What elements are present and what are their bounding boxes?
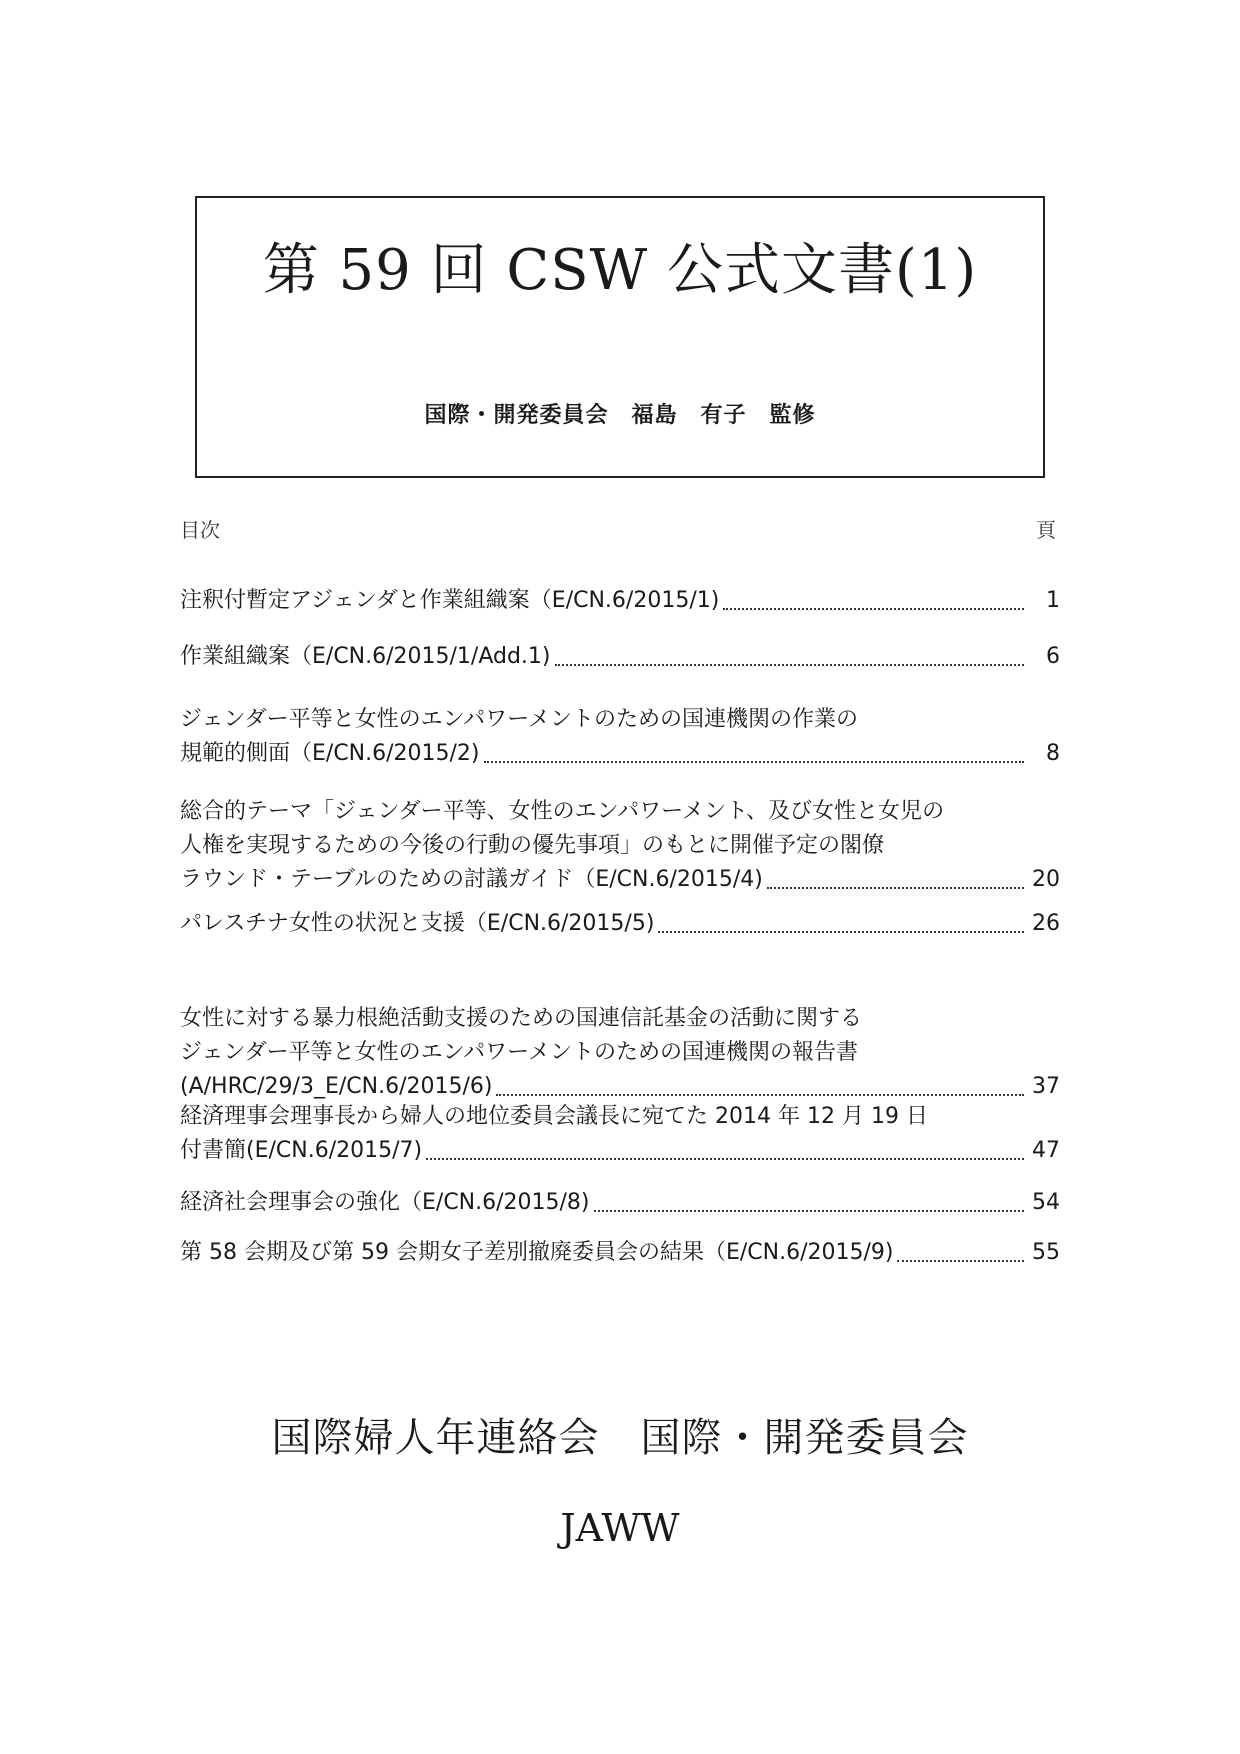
dot-leader xyxy=(594,1210,1024,1212)
toc-entry-line xyxy=(180,1186,1060,1220)
toc-page-number: 20 xyxy=(1032,867,1060,892)
toc-entry-text: パレスチナ女性の状況と支援（E/CN.6/2015/5) xyxy=(180,911,655,936)
toc-page-number: 1 xyxy=(1046,588,1060,613)
toc-entry-text: ジェンダー平等と女性のエンパワーメントのための国連機関の報告書 xyxy=(180,1040,859,1065)
toc-page-number: 55 xyxy=(1032,1240,1060,1265)
toc-entry xyxy=(180,1002,1060,1104)
toc-page-number: 6 xyxy=(1046,644,1060,669)
toc-entry xyxy=(180,640,1060,674)
toc-page-number: 47 xyxy=(1032,1138,1060,1163)
toc-entry-text: ラウンド・テーブルのための討議ガイド（E/CN.6/2015/4) xyxy=(180,867,763,892)
toc-page-number: 54 xyxy=(1032,1190,1060,1215)
toc-entry-text: 注釈付暫定アジェンダと作業組織案（E/CN.6/2015/1) xyxy=(180,588,720,613)
toc-entry-text: 規範的側面（E/CN.6/2015/2) xyxy=(180,741,480,766)
toc-entry-text: ジェンダー平等と女性のエンパワーメントのための国連機関の作業の xyxy=(180,707,859,732)
dot-leader xyxy=(496,1094,1024,1096)
toc-entry-line xyxy=(180,863,1060,897)
dot-leader xyxy=(484,761,1024,763)
toc-entry-text: 女性に対する暴力根絶活動支援のための国連信託基金の活動に関する xyxy=(180,1006,863,1031)
supervisor-credit: 国際・開発委員会 福島 有子 監修 xyxy=(424,403,816,428)
toc-entry xyxy=(180,703,1060,771)
toc-entry xyxy=(180,584,1060,618)
toc-entry xyxy=(180,1186,1060,1220)
dot-leader xyxy=(767,887,1024,889)
dot-leader xyxy=(555,664,1024,666)
toc-entry xyxy=(180,1236,1060,1270)
organization-short-name: JAWW xyxy=(560,1506,680,1550)
toc-entry-text: 第 58 会期及び第 59 会期女子差別撤廃委員会の結果（E/CN.6/2015/9) xyxy=(180,1240,894,1265)
toc-entry-line xyxy=(180,584,1060,618)
toc-entry xyxy=(180,1100,1060,1168)
toc-entry-line xyxy=(180,737,1060,771)
toc-entry-text: 人権を実現するための今後の行動の優先事項」のもとに開催予定の閣僚 xyxy=(180,833,885,858)
toc-entry-text: 付書簡(E/CN.6/2015/7) xyxy=(180,1138,423,1163)
toc-heading: 目次 xyxy=(180,518,220,542)
toc-entry-text: 経済社会理事会の強化（E/CN.6/2015/8) xyxy=(180,1190,590,1215)
dot-leader xyxy=(426,1158,1024,1160)
toc-entry-text: (A/HRC/29/3_E/CN.6/2015/6) xyxy=(180,1074,493,1099)
dot-leader xyxy=(723,608,1024,610)
toc-entry-line xyxy=(180,1070,1060,1104)
toc-entry-line xyxy=(180,1236,1060,1270)
toc-page-number: 8 xyxy=(1046,741,1060,766)
toc-entry-line xyxy=(180,1134,1060,1168)
dot-leader xyxy=(897,1260,1024,1262)
toc-page-number: 37 xyxy=(1032,1074,1060,1099)
toc-entry xyxy=(180,795,1060,897)
toc-entry-text: 総合的テーマ「ジェンダー平等、女性のエンパワーメント、及び女性と女児の xyxy=(180,799,945,824)
toc-entry-line xyxy=(180,640,1060,674)
title-box xyxy=(195,196,1045,478)
toc-entry-text: 作業組織案（E/CN.6/2015/1/Add.1) xyxy=(180,644,551,669)
toc-entry-text: 経済理事会理事長から婦人の地位委員会議長に宛てた 2014 年 12 月 19 日 xyxy=(180,1104,928,1129)
toc-entry xyxy=(180,907,1060,941)
toc-header xyxy=(180,514,1056,543)
toc-page-number: 26 xyxy=(1032,911,1060,936)
page-column-heading: 頁 xyxy=(1036,518,1056,542)
dot-leader xyxy=(658,931,1024,933)
document-title: 第 59 回 CSW 公式文書(1) xyxy=(262,238,978,303)
toc-entry-line xyxy=(180,907,1060,941)
organization-name: 国際婦人年連絡会 国際・開発委員会 xyxy=(271,1415,969,1461)
